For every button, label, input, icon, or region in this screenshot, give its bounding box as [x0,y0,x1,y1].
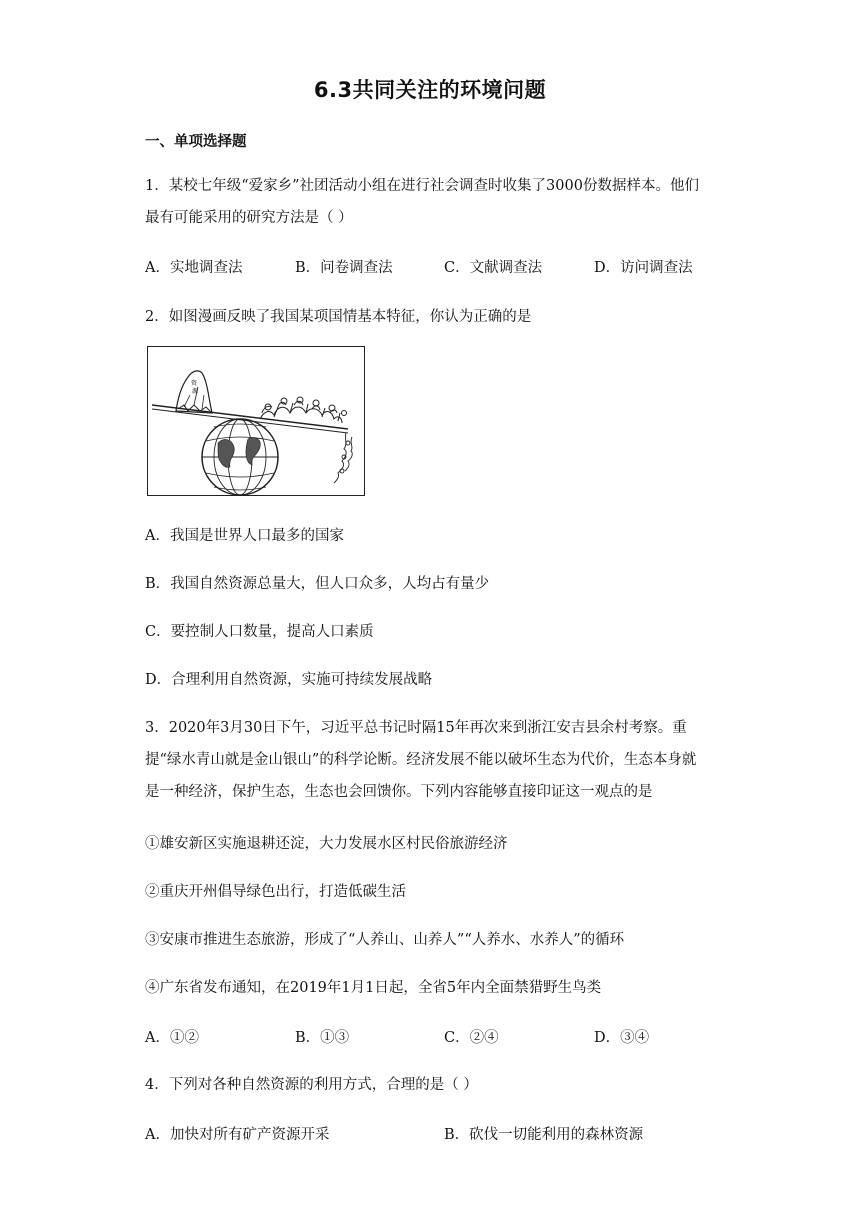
q1-stem-line1: 1．某校七年级“爱家乡”社团活动小组在进行社会调查时收集了3000份数据样本。他们 [145,178,699,194]
q3-item-1: ①雄安新区实施退耕还淀，大力发展水区村民俗旅游经济 [145,836,508,852]
q2-option-d: D．合理利用自然资源，实施可持续发展战略 [145,672,433,688]
cartoon-figure [147,346,365,496]
q1-option-c: C．文献调查法 [444,260,543,276]
q3-item-4: ④广东省发布通知，在2019年1月1日起，全省5年内全面禁猎野生鸟类 [145,980,602,996]
q2-option-b: B．我国自然资源总量大，但人口众多，人均占有量少 [145,576,490,592]
q1-option-d: D．访问调查法 [594,260,693,276]
q4-option-a: A．加快对所有矿产资源开采 [145,1127,330,1143]
q1-option-a: A．实地调查法 [145,260,243,276]
section-heading: 一、单项选择题 [145,134,247,150]
q2-option-a: A．我国是世界人口最多的国家 [145,528,344,544]
q1-option-b: B．问卷调查法 [295,260,393,276]
q3-item-2: ②重庆开州倡导绿色出行，打造低碳生活 [145,884,406,900]
q3-option-c: C．②④ [444,1030,499,1046]
cartoon-drawing [148,347,366,497]
q3-option-b: B．①③ [295,1030,350,1046]
q1-stem-line2: 最有可能采用的研究方法是（ ） [145,210,353,226]
q2-stem: 2．如图漫画反映了我国某项国情基本特征，你认为正确的是 [145,309,532,325]
q2-option-c: C．要控制人口数量，提高人口素质 [145,624,374,640]
q4-stem: 4．下列对各种自然资源的利用方式，合理的是（ ） [145,1077,478,1093]
q3-stem-line3: 是一种经济，保护生态，生态也会回馈你。下列内容能够直接印证这一观点的是 [145,784,653,800]
q3-option-d: D．③④ [594,1030,650,1046]
svg-text:资: 资 [191,380,198,387]
q3-option-a: A．①② [145,1030,199,1046]
page-title: 6.3共同关注的环境问题 [313,78,547,102]
svg-text:源: 源 [192,388,199,395]
q3-stem-line2: 提“绿水青山就是金山银山”的科学论断。经济发展不能以破坏生态为代价，生态本身就 [145,752,697,768]
q4-option-b: B．砍伐一切能利用的森林资源 [444,1127,644,1143]
q3-item-3: ③安康市推进生态旅游，形成了“人养山、山养人”“人养水、水养人”的循环 [145,932,625,948]
q3-stem-line1: 3．2020年3月30日下午，习近平总书记时隔15年再次来到浙江安吉县余村考察。重 [145,720,687,736]
